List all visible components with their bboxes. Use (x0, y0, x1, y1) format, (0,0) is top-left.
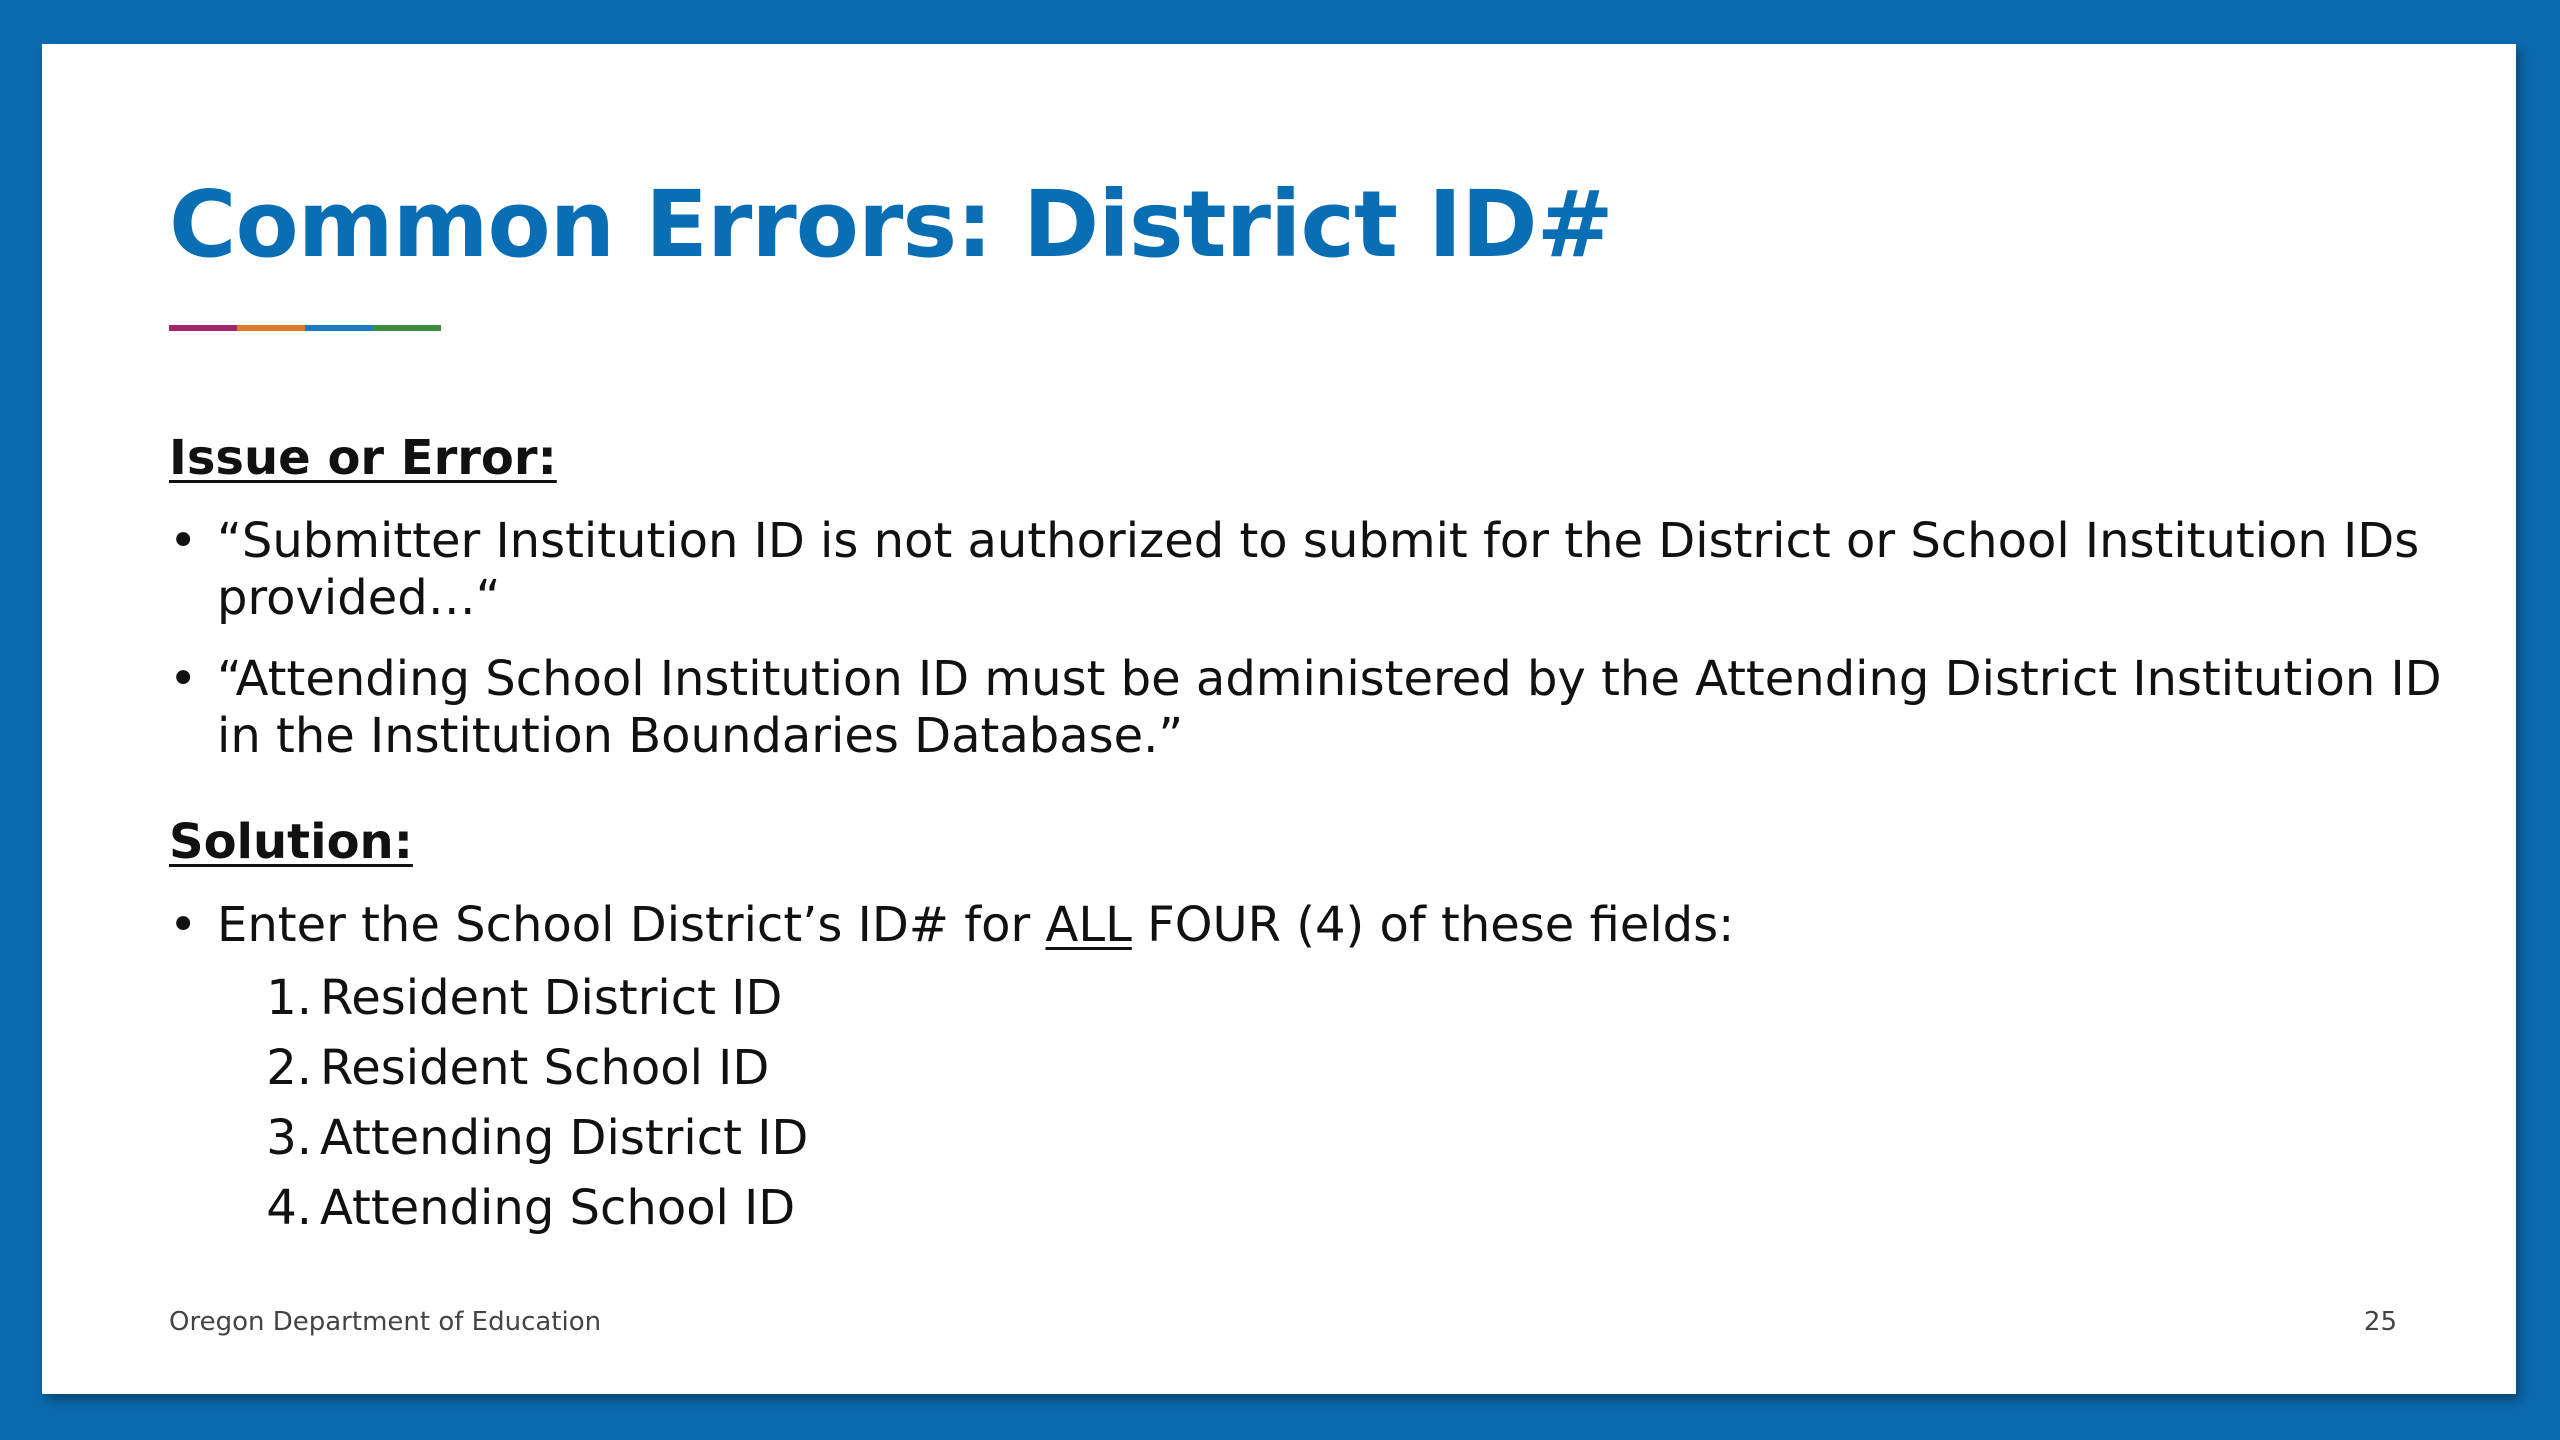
accent-segment-blue (305, 325, 373, 331)
field-number: 2. (266, 1040, 312, 1096)
issue-bullet-text: “Submitter Institution ID is not authorized to submit for the District or School Institution IDs provided…“ (217, 513, 2420, 626)
slide-page-number: 25 (2363, 1307, 2397, 1337)
issue-bullet-text: “Attending School Institution ID must be administered by the Attending District Institution ID in the Institution Boundaries Database.” (217, 651, 2442, 764)
accent-segment-green (373, 325, 441, 331)
slide-title: Common Errors: District ID# (169, 171, 1613, 278)
field-label: Resident School ID (320, 1040, 770, 1096)
solution-heading: Solution: (169, 814, 413, 870)
issue-bullet-list (169, 513, 2459, 789)
footer-organization: Oregon Department of Education (169, 1307, 602, 1337)
field-list-item (264, 1033, 808, 1103)
title-accent-bar (169, 325, 441, 331)
solution-fields-list (264, 963, 808, 1243)
bullet-icon: • (169, 513, 198, 569)
field-label: Attending School ID (320, 1180, 796, 1236)
slide (42, 44, 2516, 1394)
field-label: Attending District ID (320, 1110, 809, 1166)
solution-bullet-emphasis: ALL (1045, 897, 1132, 953)
bullet-icon: • (169, 651, 198, 707)
field-list-item (264, 1103, 808, 1173)
field-label: Resident District ID (320, 970, 783, 1026)
field-number: 3. (266, 1110, 312, 1166)
accent-segment-orange (237, 325, 305, 331)
issue-bullet-item (169, 651, 2459, 765)
field-list-item (264, 1173, 808, 1243)
bullet-icon: • (169, 897, 198, 953)
field-number: 1. (266, 970, 312, 1026)
issue-bullet-item (169, 513, 2459, 627)
field-number: 4. (266, 1180, 312, 1236)
solution-bullet-prefix: Enter the School District’s ID# for (217, 897, 1046, 953)
field-list-item (264, 963, 808, 1033)
issue-heading: Issue or Error: (169, 430, 557, 486)
solution-bullet-suffix: FOUR (4) of these fields: (1131, 897, 1735, 953)
accent-segment-magenta (169, 325, 237, 331)
solution-bullet-item (169, 897, 2459, 954)
